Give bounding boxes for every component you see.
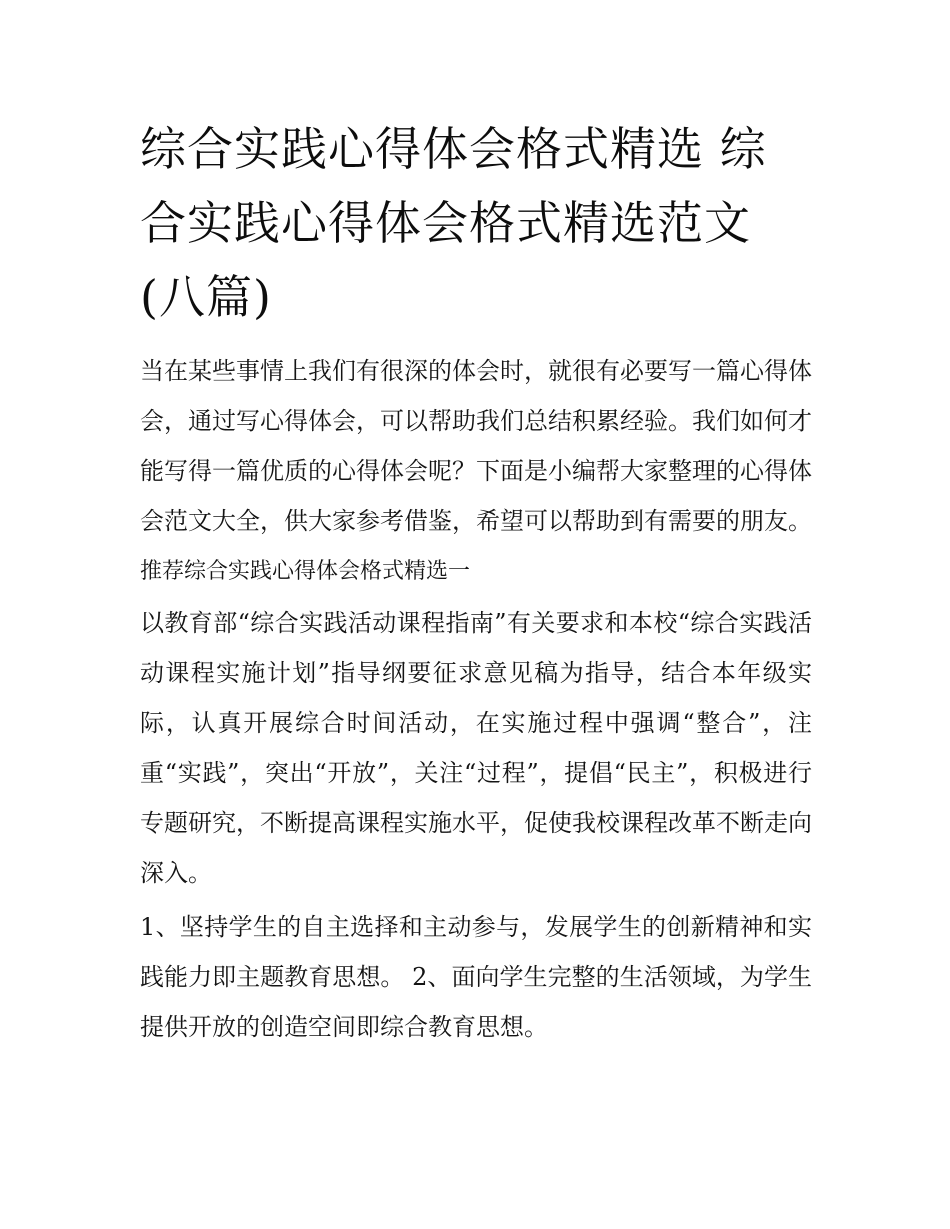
body-paragraph-2: 1、坚持学生的自主选择和主动参与，发展学生的创新精神和实践能力即主题教育思想。 2、面向学生完整的生活领域，为学生提供开放的创造空间即综合教育思想。 [140,913,812,1041]
intro-paragraph: 当在某些事情上我们有很深的体会时，就很有必要写一篇心得体会，通过写心得体会，可以帮助我们总结积累经验。我们如何才能写得一篇优质的心得体会呢？下面是小编帮大家整理的心得体会范文大全，供大家参考借鉴，希望可以帮助到有需要的朋友。 [140,357,812,535]
document-page [140,112,812,1052]
body-paragraph-1: 以教育部“综合实践活动课程指南”有关要求和本校“综合实践活动课程实施计划”指导纲要征求意见稿为指导，结合本年级实际，认真开展综合时间活动，在实施过程中强调“整合”，注重“实践”，突出“开放”，关注“过程”，提倡“民主”，积极进行专题研究，不断提高课程实施水平，促使我校课程改革不断走向深入。 [140,609,812,887]
document-title: 综合实践心得体会格式精选 综合实践心得体会格式精选范文(八篇) [140,122,767,324]
section-heading: 推荐综合实践心得体会格式精选一 [140,559,471,584]
